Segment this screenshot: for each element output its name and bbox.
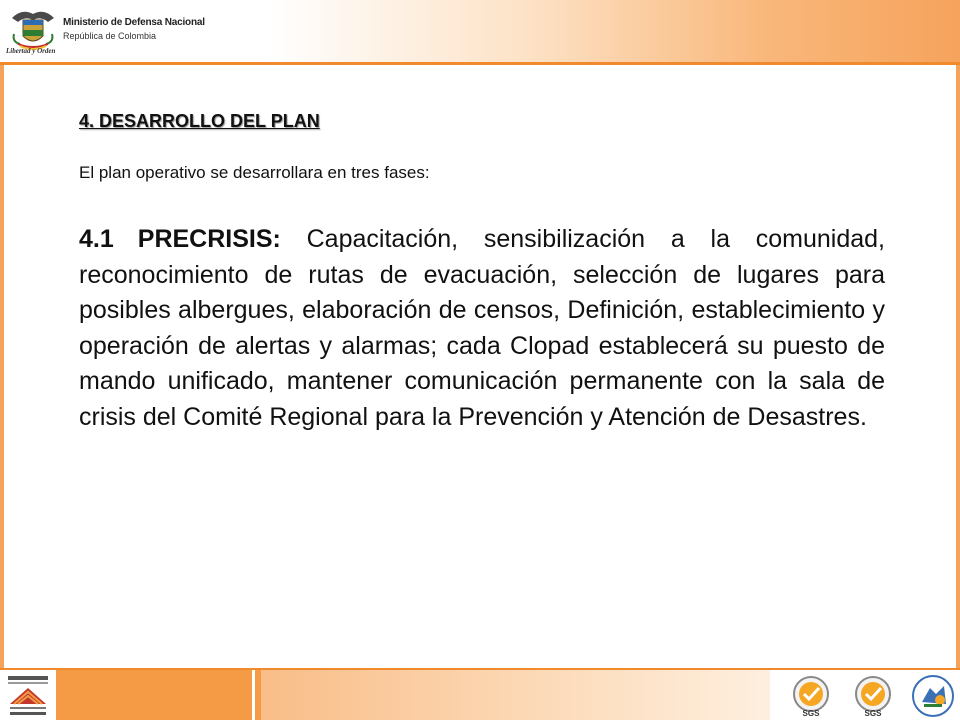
sgs-certification-icon xyxy=(850,674,896,718)
phase-name: PRECRISIS: xyxy=(137,225,281,253)
left-border xyxy=(0,65,4,669)
cert-label-2: SGS xyxy=(864,709,882,718)
colombia-regional-emblem-icon xyxy=(910,674,956,718)
phase-description: Capacitación, sensibilización a la comunidad, reconocimiento de rutas de evacuación, selección de lugares para posibles albergues, elaboración de censos, Definición, establecimiento y operación de alertas y alarmas; cada Clopad establecerá su puesto de mando unificado, mantener comunicación permanente con la sala de crisis del Comité Regional para la Prevención y Atención de Desastres. xyxy=(79,225,885,431)
phase-number: 4.1 xyxy=(79,225,114,253)
crest-motto: Libertad y Orden xyxy=(6,47,56,55)
header-divider xyxy=(0,62,960,65)
banco-de-exitos-logo-icon xyxy=(6,674,50,718)
right-border xyxy=(956,65,960,669)
sgs-certification-icon xyxy=(788,674,834,718)
ministry-name: Ministerio de Defensa Nacional xyxy=(63,17,205,28)
section-title: 4. DESARROLLO DEL PLAN xyxy=(79,111,320,131)
intro-text: El plan operativo se desarrollara en tres fases: xyxy=(79,163,430,182)
country-name: República de Colombia xyxy=(63,31,157,41)
footer-stripe-band xyxy=(56,670,261,720)
phase-paragraph xyxy=(79,222,885,435)
cert-label-1: SGS xyxy=(802,709,820,718)
